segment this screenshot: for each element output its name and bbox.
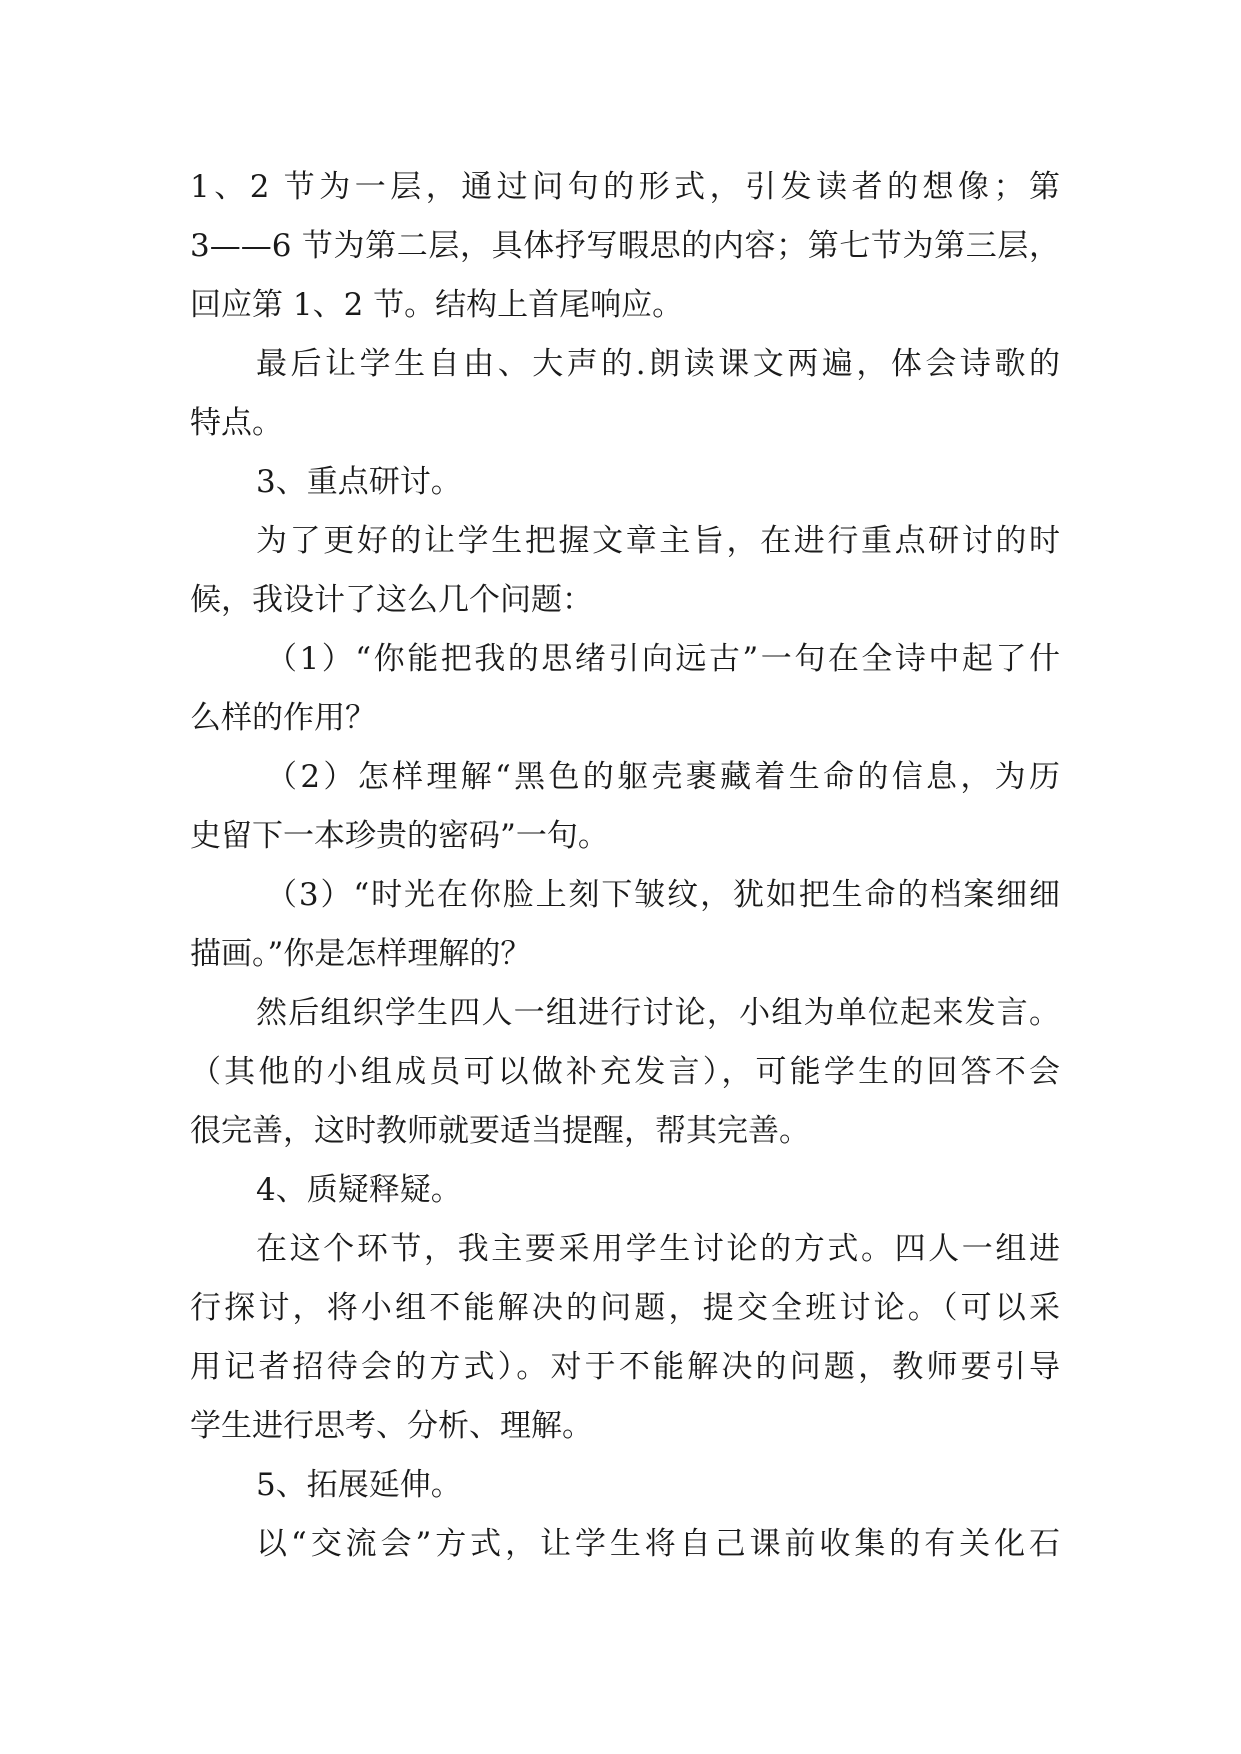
question-3-line-1: （3）“时光在你脸上刻下皱纹，犹如把生命的档案细细	[266, 877, 1060, 913]
question-3-line-2: 描画。”你是怎样理解的？	[190, 936, 532, 972]
text-line-3: 回应第 1、2 节。结构上首尾响应。	[190, 287, 684, 323]
section-heading-3: 3、重点研讨。	[256, 464, 462, 500]
text-line-19: 在这个环节，我主要采用学生讨论的方式。四人一组进	[256, 1231, 1060, 1267]
question-2-line-2: 史留下一本珍贵的密码”一句。	[190, 818, 609, 854]
section-heading-4: 4、质疑释疑。	[256, 1172, 462, 1208]
text-line-21: 用记者招待会的方式）。对于不能解决的问题，教师要引导	[190, 1349, 1060, 1385]
text-line-22: 学生进行思考、分析、理解。	[190, 1408, 593, 1444]
text-line-2: 3——6 节为第二层，具体抒写暇思的内容；第七节为第三层，	[190, 228, 1060, 264]
text-line-16: （其他的小组成员可以做补充发言），可能学生的回答不会	[190, 1054, 1060, 1090]
text-line-5: 特点。	[190, 405, 283, 441]
text-line-4: 最后让学生自由、大声的.朗读课文两遍，体会诗歌的	[256, 346, 1060, 382]
question-1-line-2: 么样的作用？	[190, 700, 376, 736]
text-line-1: 1、2 节为一层，通过问句的形式，引发读者的想像；第	[190, 169, 1060, 205]
question-2-line-1: （2）怎样理解“黑色的躯壳裹藏着生命的信息，为历	[266, 759, 1060, 795]
text-line-20: 行探讨，将小组不能解决的问题，提交全班讨论。（可以采	[190, 1290, 1060, 1326]
text-line-15: 然后组织学生四人一组进行讨论，小组为单位起来发言。	[256, 995, 1060, 1031]
text-line-7: 为了更好的让学生把握文章主旨，在进行重点研讨的时	[256, 523, 1060, 559]
question-1-line-1: （1）“你能把我的思绪引向远古”一句在全诗中起了什	[266, 641, 1060, 677]
text-line-24: 以“交流会”方式，让学生将自己课前收集的有关化石	[256, 1526, 1060, 1562]
section-heading-5: 5、拓展延伸。	[256, 1467, 462, 1503]
text-line-8: 候，我设计了这么几个问题：	[190, 582, 593, 618]
text-line-17: 很完善，这时教师就要适当提醒，帮其完善。	[190, 1113, 810, 1149]
